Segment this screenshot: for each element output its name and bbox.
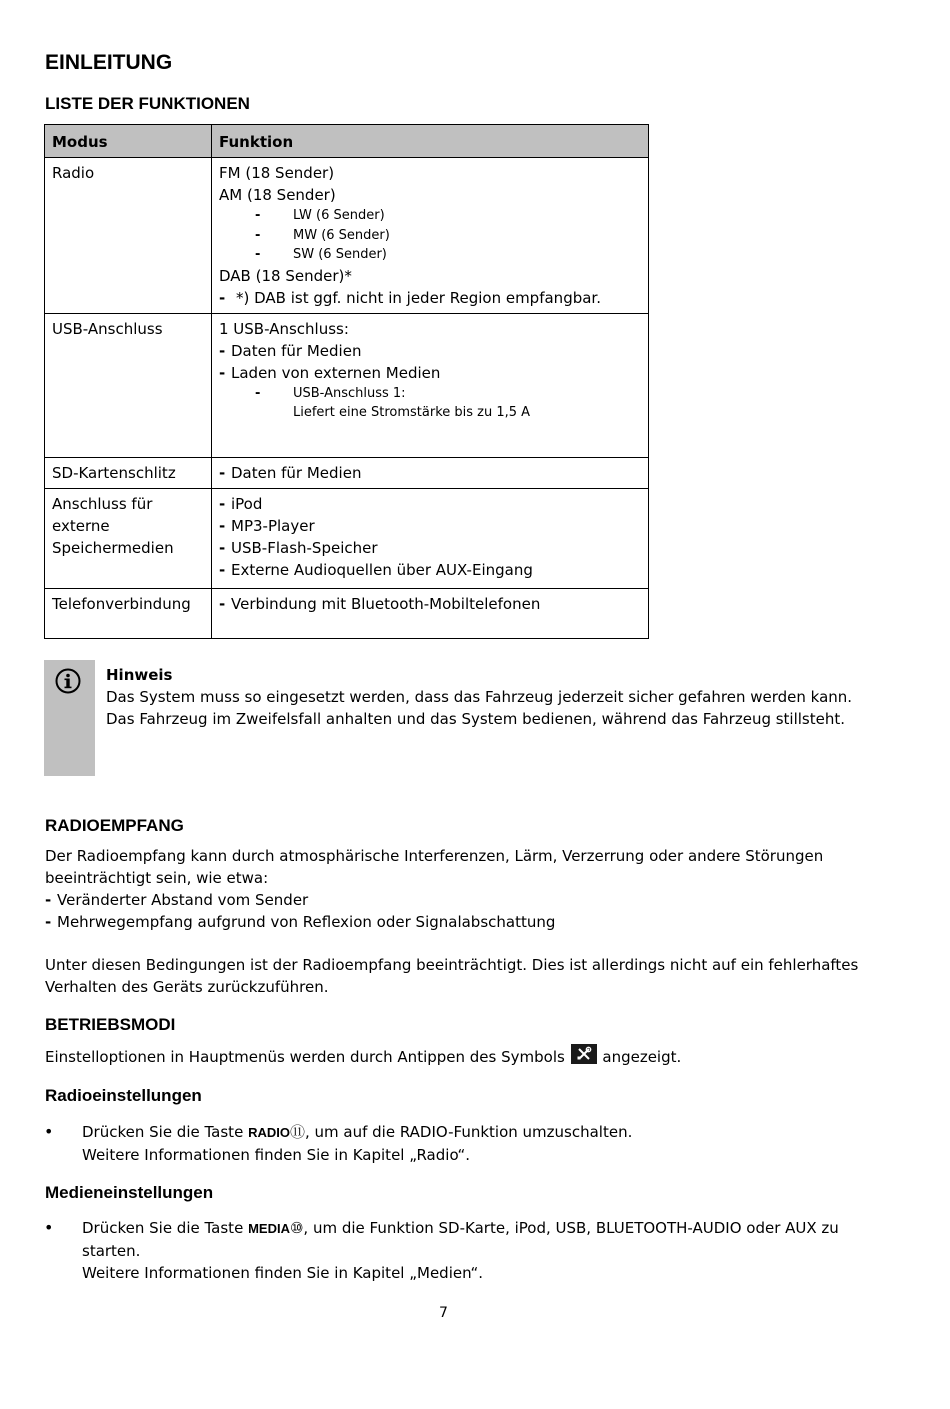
radioempfang-item2: - Mehrwegempfang aufgrund von Reflexion oder Signalabschattung	[45, 913, 556, 931]
usb-item2: - Laden von externen Medien	[219, 363, 441, 382]
medieneinstellungen-text	[82, 1217, 862, 1284]
radioempfang-p1-line2: beeinträchtigt sein, wie etwa:	[45, 869, 269, 887]
hint-sidebar	[44, 660, 95, 776]
radio-key-number: ⑪	[289, 1123, 305, 1141]
radioempfang-p1-line1: Der Radioempfang kann durch atmosphärische Interferenzen, Lärm, Verzerrung oder andere Störungen	[45, 847, 824, 865]
column-header-modus: Modus	[45, 125, 212, 158]
cell-modus-radio: Radio	[45, 158, 212, 314]
heading-liste-der-funktionen: LISTE DER FUNKTIONEN	[45, 94, 250, 113]
table-row-sd	[45, 457, 649, 488]
radioempfang-p2-line1: Unter diesen Bedingungen ist der Radioempfang beeinträchtigt. Dies ist allerdings nicht auf ein fehlerhaftes	[45, 956, 859, 974]
cell-funktion-radio	[212, 158, 649, 314]
info-icon	[55, 668, 81, 694]
column-header-funktion: Funktion	[212, 125, 649, 158]
heading-betriebsmodi: BETRIEBSMODI	[45, 1015, 176, 1034]
hint-note	[106, 664, 866, 730]
betriebsmodi-text	[45, 1044, 905, 1068]
betriebsmodi-text-after: angezeigt.	[602, 1048, 682, 1066]
medieneinstellungen-line3: Weitere Informationen finden Sie in Kapitel „Medien“.	[82, 1264, 484, 1282]
usb-sub2: Liefert eine Stromstärke bis zu 1,5 A	[293, 405, 531, 420]
radioeinstellungen-line1: Drücken Sie die Taste RADIO⑪, um auf die RADIO-Funktion umzuschalten.	[82, 1123, 633, 1141]
radioeinstellungen-text	[82, 1121, 862, 1166]
radio-am: AM (18 Sender)	[219, 186, 336, 204]
radio-lw: - LW (6 Sender)	[255, 208, 385, 223]
radio-key: RADIO	[248, 1125, 290, 1140]
media-key-number: ⑩	[289, 1219, 304, 1237]
usb-line1: 1 USB-Anschluss:	[219, 319, 349, 338]
media-key: MEDIA	[248, 1221, 290, 1236]
table-row-extern	[45, 488, 649, 588]
betriebsmodi-text-before: Einstelloptionen in Hauptmenüs werden durch Antippen des Symbols	[45, 1048, 565, 1066]
table-row-usb	[45, 313, 649, 457]
extern-item2: - MP3-Player	[219, 516, 315, 535]
extern-item1: - iPod	[219, 494, 263, 513]
radio-fm: FM (18 Sender)	[219, 164, 335, 182]
medieneinstellungen-line2: starten.	[82, 1242, 141, 1260]
medieneinstellungen-line1: Drücken Sie die Taste MEDIA⑩, um die Funktion SD-Karte, iPod, USB, BLUETOOTH-AUDIO oder AUX zu	[82, 1219, 839, 1237]
radioempfang-text	[45, 845, 905, 998]
telefon-item1: - Verbindung mit Bluetooth-Mobiltelefonen	[219, 594, 541, 613]
cell-funktion-extern	[212, 488, 649, 588]
cell-modus-extern: Anschluss für externe Speichermedien	[45, 488, 212, 588]
usb-item1: - Daten für Medien	[219, 341, 362, 360]
table-row-telefon	[45, 588, 649, 638]
extern-item3: - USB-Flash-Speicher	[219, 538, 378, 557]
usb-sub1: - USB-Anschluss 1:	[255, 385, 406, 401]
cell-modus-sd: SD-Kartenschlitz	[45, 457, 212, 488]
function-table	[44, 124, 649, 639]
radio-sw: - SW (6 Sender)	[255, 247, 387, 262]
table-header-row	[45, 125, 649, 158]
hint-line1: Das System muss so eingesetzt werden, dass das Fahrzeug jederzeit sicher gefahren werden kann.	[106, 688, 853, 706]
extern-item4: - Externe Audioquellen über AUX-Eingang	[219, 560, 533, 579]
cell-funktion-telefon	[212, 588, 649, 638]
radioempfang-item1: - Veränderter Abstand vom Sender	[45, 891, 309, 909]
section-title-einleitung: EINLEITUNG	[45, 51, 173, 74]
radioeinstellungen-line2: Weitere Informationen finden Sie in Kapitel „Radio“.	[82, 1146, 471, 1164]
cell-modus-telefon: Telefonverbindung	[45, 588, 212, 638]
settings-tools-icon	[571, 1044, 597, 1064]
hint-line2: Das Fahrzeug im Zweifelsfall anhalten und das System bedienen, während das Fahrzeug stillsteht.	[106, 710, 846, 728]
table-row-radio	[45, 158, 649, 314]
hint-title: Hinweis	[106, 666, 173, 684]
radio-dab-note: - *) DAB ist ggf. nicht in jeder Region empfangbar.	[219, 288, 601, 307]
radioempfang-p2-line2: Verhalten des Geräts zurückzuführen.	[45, 978, 329, 996]
heading-medieneinstellungen: Medieneinstellungen	[45, 1183, 214, 1202]
cell-modus-usb: USB-Anschluss	[45, 313, 212, 457]
radio-mw: - MW (6 Sender)	[255, 227, 390, 243]
cell-funktion-usb	[212, 313, 649, 457]
radio-dab: DAB (18 Sender)*	[219, 266, 352, 285]
heading-radioempfang: RADIOEMPFANG	[45, 816, 184, 835]
page-number: 7	[439, 1305, 448, 1321]
heading-radioeinstellungen: Radioeinstellungen	[45, 1086, 202, 1105]
sd-item1: - Daten für Medien	[219, 463, 362, 482]
radio-bullet: •	[44, 1122, 54, 1141]
media-bullet: •	[44, 1218, 54, 1237]
cell-funktion-sd	[212, 457, 649, 488]
